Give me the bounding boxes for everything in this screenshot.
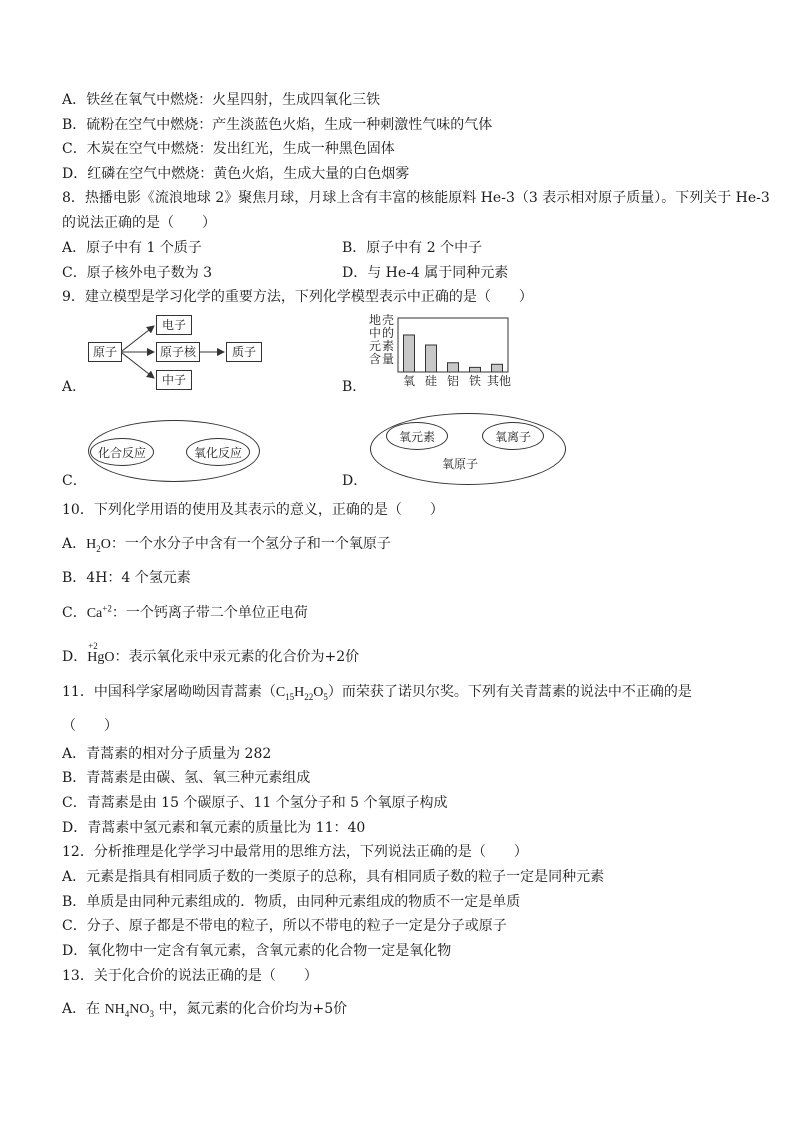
model-a-nucleus-box: 原子核 [156,342,200,362]
q8-option-a: A．原子中有 1 个质子 [62,240,202,256]
ylabel-char: 含 [368,352,381,366]
model-c-left-label: 化合反应 [97,446,146,460]
q13-formula-no-count: 3 [149,1008,155,1019]
ylabel-char: 量 [381,352,394,366]
q10-c-prefix: C． [62,605,87,621]
q10-option-c [62,603,308,624]
q13-stem: 13．关于化合价的说法正确的是（ ） [62,968,318,984]
q10-a-formula-tail: O [100,537,111,552]
bar-硅 [426,345,437,372]
tick-label: 铝 [446,374,459,388]
q13-a-prefix: A．在 [62,1001,105,1017]
q10-d-formula [87,641,105,668]
q11-option-c: C．青蒿素是由 15 个碳原子、11 个氢分子和 5 个氧原子构成 [62,795,448,811]
q11-formula-h: H [294,685,305,700]
q10-c-formula [86,603,112,621]
q10-d-formula-main: Hg [87,650,105,665]
q10-a-formula [86,537,111,552]
q10-option-d [62,641,360,668]
q10-d-formula-tail: O [104,650,115,665]
q11-formula-c: C [275,685,286,700]
model-c-right-label: 氧化反应 [193,446,242,460]
model-a-neutron-box: 中子 [156,370,192,390]
q7-option-a: A．铁丝在氧气中燃烧：火星四射，生成四氧化三铁 [62,92,381,108]
ylabel-char: 地 [368,313,381,327]
q13-formula-nh-count: 4 [124,1008,130,1019]
model-d-left-label: 氧元素 [398,430,435,444]
tick-label: 氧 [402,374,415,388]
q11-stem [62,682,692,703]
q13-formula-nh: NH [104,1002,125,1017]
q10-c-formula-main: Ca [86,606,103,621]
q9-label-c: C． [62,473,87,489]
q10-option-b: B．4H：4 个氢元素 [62,570,191,586]
q11-formula-o-count: 5 [323,691,328,702]
q11-formula-h-count: 22 [304,691,314,702]
q10-option-a [62,534,391,555]
ylabel-char: 素 [381,339,394,353]
q11-formula-o: O [313,685,324,700]
q11-option-a: A．青蒿素的相对分子质量为 282 [62,746,272,762]
bar-其他 [492,364,503,372]
tick-label: 硅 [424,374,437,388]
model-d-right-label: 氧离子 [494,430,531,444]
q8-option-b: B．原子中有 2 个中子 [342,240,483,256]
q13-formula-no: NO [129,1002,150,1017]
q10-a-text: ：一个水分子中含有一个氢分子和一个氧原子 [110,536,391,552]
q8-option-c: C．原子核外电子数为 3 [62,265,213,281]
q10-c-formula-sup: +2 [102,603,112,614]
q12-option-c: C．分子、原子都是不带电的粒子，所以不带电的粒子一定是分子或原子 [62,918,507,934]
q11-formula-c-count: 15 [285,691,295,702]
model-b-chart [0,0,794,400]
q11-option-b: B．青蒿素是由碳、氢、氧三种元素组成 [62,770,311,786]
q10-stem: 10．下列化学用语的使用及其表示的意义，正确的是（ ） [62,502,444,518]
q11-option-d: D．青蒿素中氢元素和氧元素的质量比为 11：40 [62,820,366,836]
ylabel-char: 中 [368,326,381,340]
q12-option-d: D．氧化物中一定含有氧元素，含氧元素的化合物一定是氧化物 [62,943,452,959]
q11-stem-b: ）而荣获了诺贝尔奖。下列有关青蒿素的说法中不正确的是 [327,684,692,700]
model-a-atom-box: 原子 [88,342,122,362]
q10-c-text: ：一个钙离子带二个单位正电荷 [111,605,308,621]
q7-option-b: B．硫粉在空气中燃烧：产生淡蓝色火焰，生成一种刺激性气味的气体 [62,117,493,133]
q13-a-text: 中，氮元素的化合价均为+5价 [154,1001,348,1017]
q10-d-formula-top: +2 [88,641,98,651]
q9-label-a: A． [62,379,87,395]
q13-a-formula [105,1002,154,1017]
bar-氧 [404,335,415,372]
q10-a-formula-main: H [86,537,97,552]
q11-stem-line2: （ ） [62,718,118,734]
q9-label-b: B． [342,379,367,395]
q7-option-d: D．红磷在空气中燃烧：黄色火焰，生成大量的白色烟雾 [62,166,410,182]
model-a-electron-box: 电子 [156,315,192,335]
ylabel-char: 元 [368,339,381,353]
q12-option-b: B．单质是由同种元素组成的．物质，由同种元素组成的物质不一定是单质 [62,894,521,910]
q11-formula [276,685,328,700]
q12-stem: 12．分析推理是化学学习中最常用的思维方法，下列说法正确的是（ ） [62,844,528,860]
q8-stem-line1: 8．热播电影《流浪地球 2》聚焦月球，月球上含有丰富的核能原料 He-3（3 表示相对原子质量）。下列关于 He-3 [62,190,770,206]
model-a-proton-box: 质子 [226,342,262,362]
q10-d-text: ：表示氧化汞中汞元素的化合价为+2价 [114,649,360,665]
q12-option-a: A．元素是指具有相同质子数的一类原子的总称，具有相同质子数的粒子一定是同种元素 [62,869,605,885]
tick-label: 其他 [487,374,512,388]
q10-a-prefix: A． [62,536,87,552]
q13-option-a [62,999,347,1020]
ylabel-char: 壳 [381,313,394,327]
q8-stem-line2: 的说法正确的是（ ） [62,215,216,231]
model-d-outer-label: 氧原子 [441,457,478,471]
q7-option-c: C．木炭在空气中燃烧：发出红光，生成一种黑色固体 [62,141,395,157]
q10-a-formula-sub: 2 [96,543,101,554]
tick-label: 铁 [468,374,481,388]
ylabel-char: 的 [381,326,394,340]
q9-label-d: D． [342,473,368,489]
q10-d-prefix: D． [62,649,88,665]
q8-option-d: D．与 He-4 属于同种元素 [342,265,509,281]
q9-stem: 9．建立模型是学习化学的重要方法，下列化学模型表示中正确的是（ ） [62,289,533,305]
bar-铝 [448,363,459,372]
q11-stem-a: 11．中国科学家屠呦呦因青蒿素（ [62,684,276,700]
